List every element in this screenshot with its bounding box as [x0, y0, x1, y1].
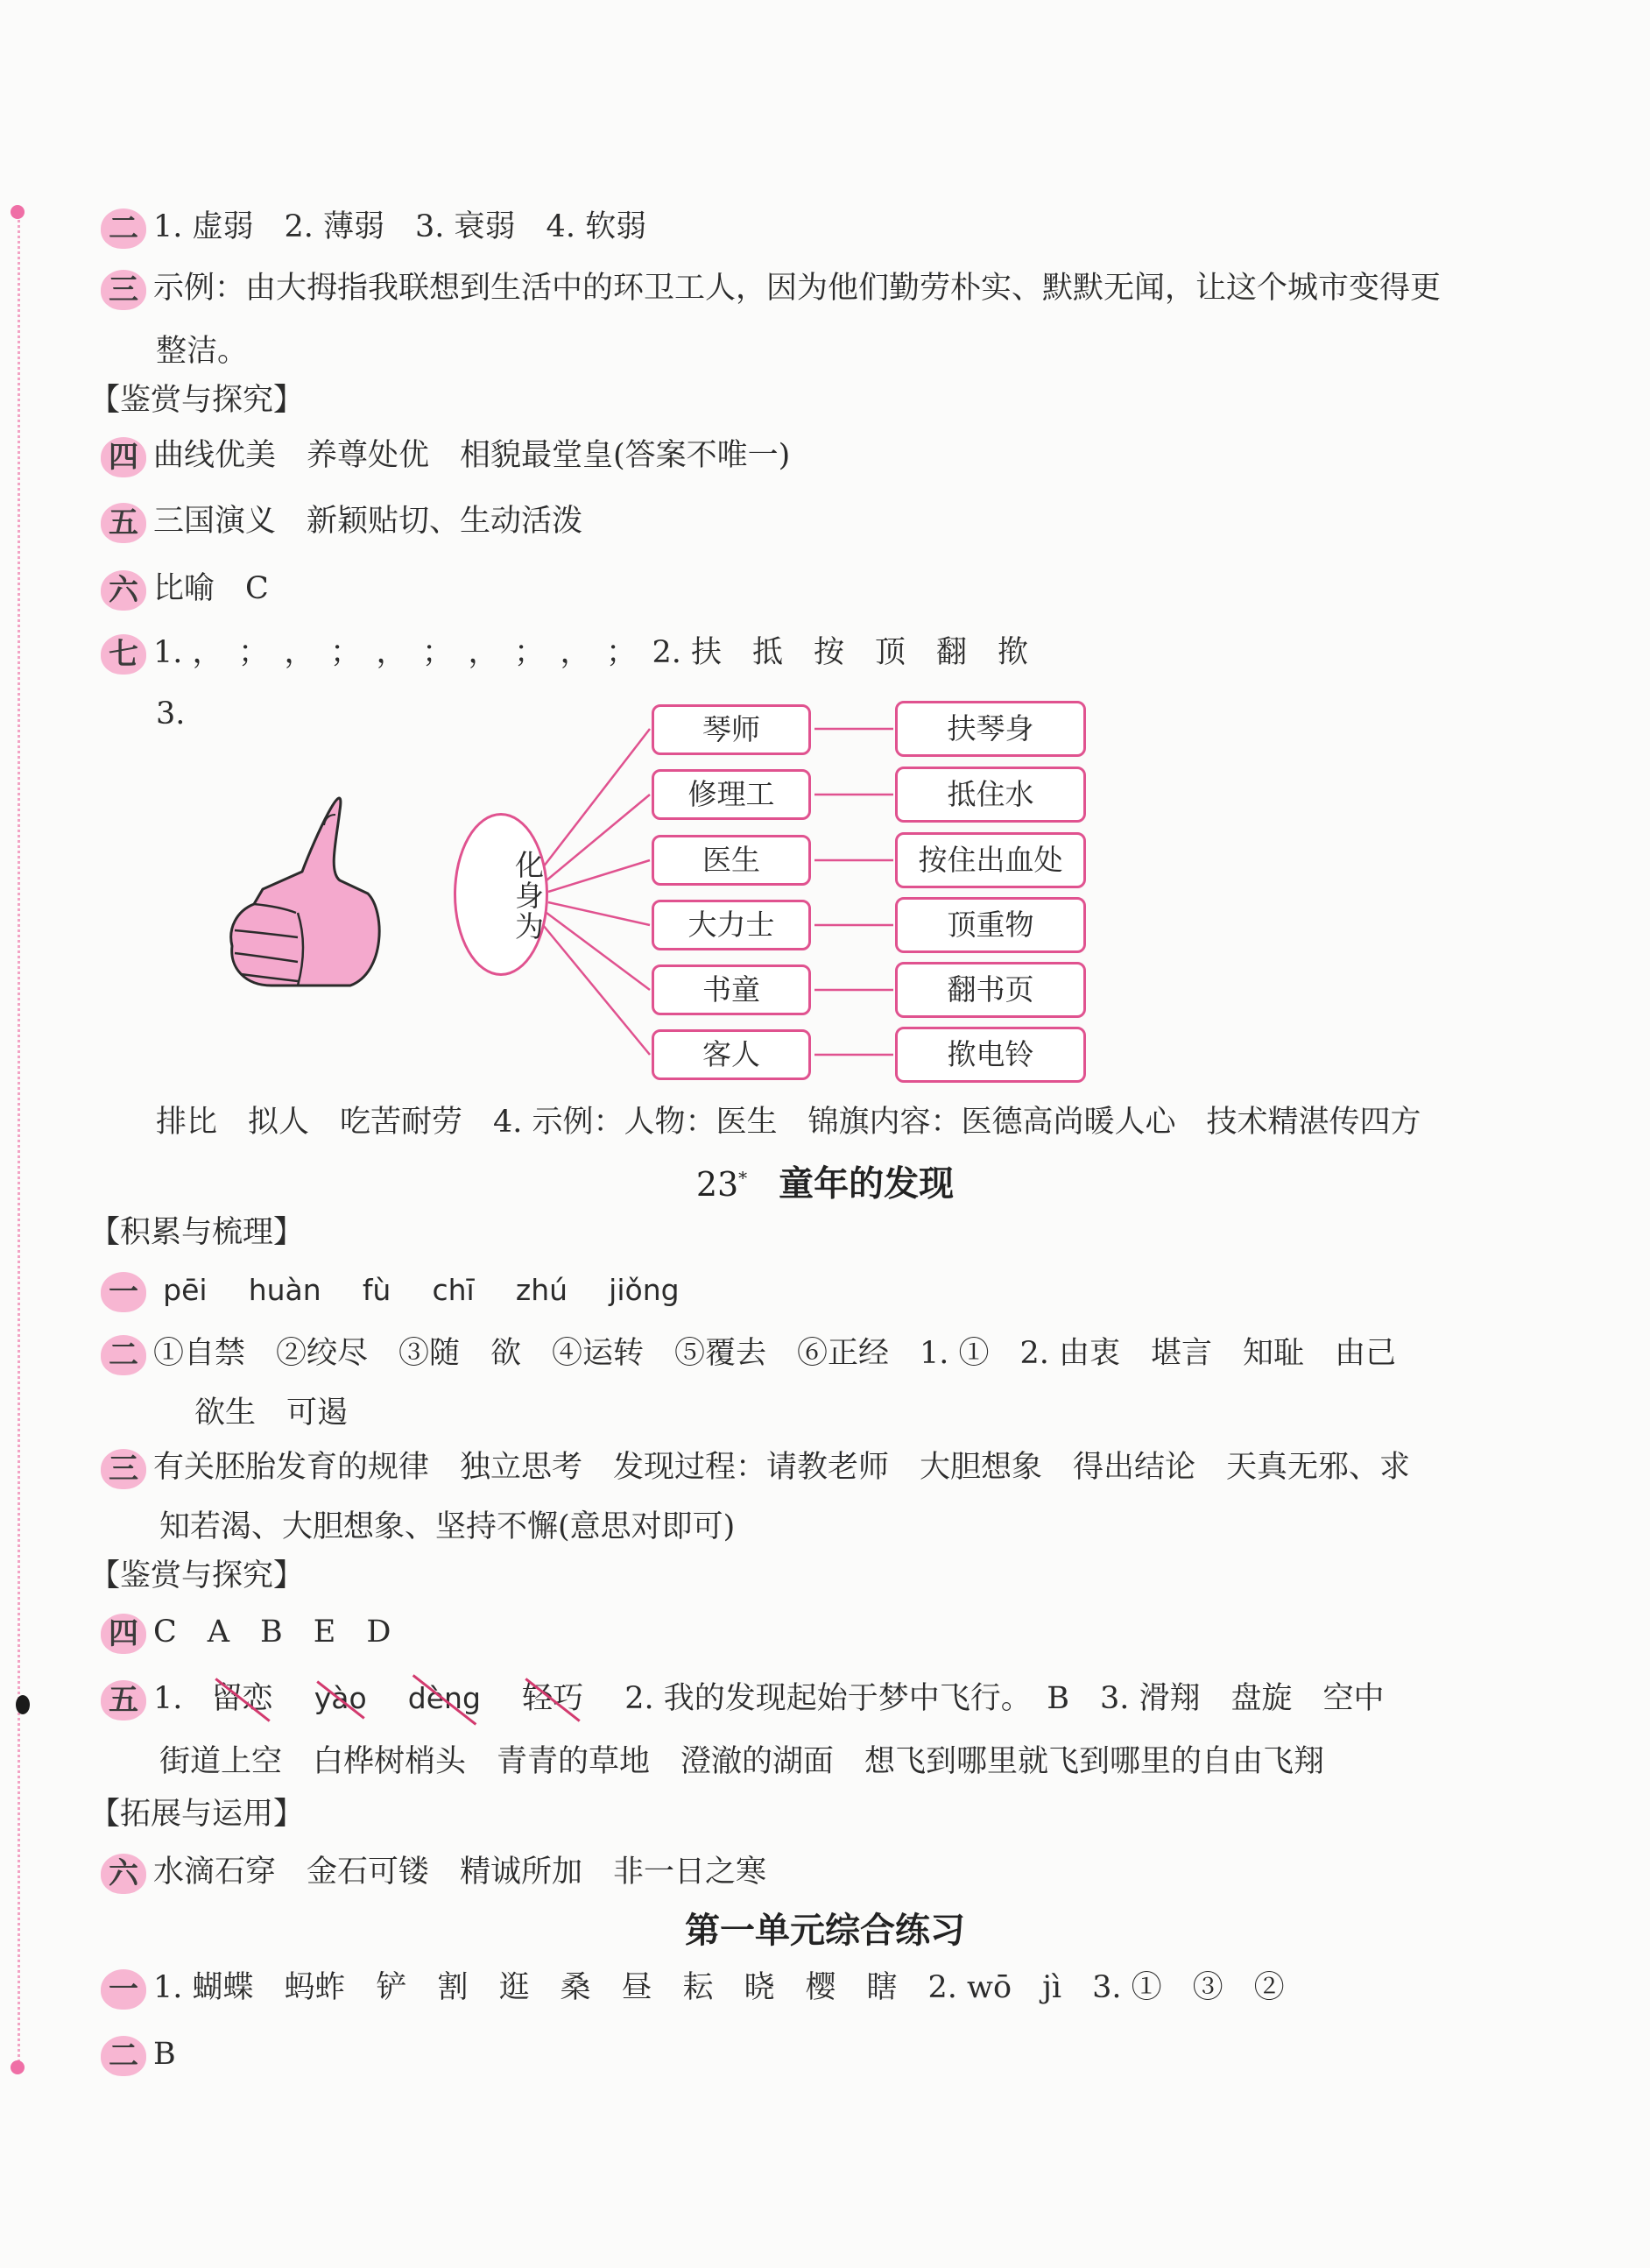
pinyin-item: pēi — [163, 1273, 208, 1307]
mapping-diagram — [0, 683, 1650, 1095]
question-number-badge: 一 — [101, 1272, 146, 1312]
answer-line-2 — [101, 207, 1567, 249]
question-number-badge: 六 — [101, 570, 146, 611]
section-heading: 【拓展与运用】 — [89, 1797, 305, 1832]
answer-line-s2-5: 五 1. 留恋 yào dèng 轻巧 2. 我的发现起始于梦中飞行。 B 3. 滑翔 盘旋 空中 — [101, 1678, 1567, 1720]
answer-text: 2. 我的发现起始于梦中飞行。 B 3. 滑翔 盘旋 空中 — [624, 1681, 1385, 1716]
answer-line-s2-6 — [101, 1852, 1567, 1894]
left-node: 修理工 — [652, 769, 811, 820]
question-number-badge: 六 — [101, 1854, 146, 1894]
right-node: 按住出血处 — [895, 832, 1086, 888]
lesson-title-text: 童年的发现 — [779, 1163, 955, 1205]
answer-text: 1. 虚弱 2. 薄弱 3. 衰弱 4. 软弱 — [153, 209, 647, 244]
answer-text: ①自禁 ②绞尽 ③随 欲 ④运转 ⑤覆去 ⑥正经 1. ① 2. 由衷 堪言 知耻 由己 — [153, 1336, 1397, 1371]
answer-text: 比喻 C — [153, 571, 269, 606]
right-node: 顶重物 — [895, 897, 1086, 953]
answer-line-3-cont: 整洁。 — [156, 334, 249, 369]
pinyin-item: fù — [362, 1273, 391, 1307]
answer-line-4 — [101, 435, 1567, 477]
left-node: 琴师 — [652, 704, 811, 755]
answer-line-s2-4 — [101, 1612, 1567, 1654]
left-node: 客人 — [652, 1029, 811, 1080]
left-node: 书童 — [652, 964, 811, 1015]
lesson-number: 23* — [695, 1164, 748, 1204]
diagram-connectors — [0, 683, 1650, 1095]
section-heading: 【鉴赏与探究】 — [89, 1558, 305, 1593]
margin-dot-top — [11, 205, 25, 219]
answer-text: C A B E D — [153, 1614, 391, 1650]
left-node: 大力士 — [652, 900, 811, 950]
struck-word: 留恋 — [212, 1678, 273, 1719]
answer-text: 曲线优美 养尊处优 相貌最堂皇(答案不唯一) — [153, 438, 791, 473]
answer-line-s2-5-cont: 街道上空 白桦树梢头 青青的草地 澄澈的湖面 想飞到哪里就飞到哪里的自由飞翔 — [159, 1744, 1325, 1779]
answer-text: 水滴石穿 金石可镂 精诚所加 非一日之寒 — [153, 1855, 767, 1890]
answer-text: 三国演义 新颖贴切、生动活泼 — [153, 504, 583, 539]
struck-word: 轻巧 — [522, 1678, 583, 1719]
answer-text: 有关胚胎发育的规律 独立思考 发现过程：请教老师 大胆想象 得出结论 天真无邪、求 — [153, 1450, 1411, 1485]
answer-line-s2-3-cont: 知若渴、大胆想象、坚持不懈(意思对即可) — [159, 1509, 736, 1544]
answer-line-7-sub: 3. — [156, 696, 186, 731]
question-number-badge: 四 — [101, 437, 146, 477]
right-node: 揿电铃 — [895, 1027, 1086, 1083]
answer-line-u-1 — [101, 1968, 1567, 2010]
center-label: 化身为 — [511, 849, 545, 942]
question-number-badge: 五 — [101, 1680, 146, 1720]
answer-line-3 — [101, 268, 1567, 310]
unit-title: 第一单元综合练习 — [685, 1911, 965, 1951]
question-number-badge: 四 — [101, 1614, 146, 1654]
question-number-badge: 三 — [101, 1449, 146, 1489]
left-node: 医生 — [652, 835, 811, 886]
margin-dot-bottom — [11, 2060, 25, 2074]
pinyin-item: jiǒng — [609, 1273, 680, 1307]
answer-text: 1. 蝴蝶 蚂蚱 铲 割 逛 桑 昼 耘 晓 樱 瞎 2. wō jì 3. ① ③ ② — [153, 1970, 1285, 2005]
right-node: 翻书页 — [895, 962, 1086, 1018]
question-number-badge: 二 — [101, 2036, 146, 2076]
pinyin-item: chī — [432, 1273, 475, 1307]
struck-word: yào — [314, 1678, 367, 1719]
section-heading: 【积累与梳理】 — [89, 1215, 305, 1250]
answer-line-s2-1 — [101, 1270, 1567, 1312]
answer-text: 1. ， ； ， ； ， ； ， ； ， ； 2. 扶 抵 按 顶 翻 揿 — [153, 635, 1029, 670]
answer-line-s2-2 — [101, 1333, 1567, 1375]
pinyin-item: huàn — [248, 1273, 321, 1307]
margin-dotted-line — [18, 210, 20, 2072]
answer-line-after-diagram: 排比 拟人 吃苦耐劳 4. 示例：人物：医生 锦旗内容：医德高尚暖人心 技术精湛传四方 — [156, 1105, 1421, 1140]
question-number-badge: 一 — [101, 1969, 146, 2010]
ink-blot — [16, 1695, 30, 1714]
lesson-title — [0, 1153, 1650, 1209]
question-number-badge: 五 — [101, 503, 146, 543]
question-number-badge: 二 — [101, 208, 146, 249]
answer-text: B — [153, 2037, 176, 2072]
answer-line-5 — [101, 501, 1567, 543]
answer-line-s2-2-cont: 欲生 可遏 — [194, 1395, 349, 1431]
right-node: 扶琴身 — [895, 701, 1086, 757]
answer-line-u-2 — [101, 2034, 1567, 2076]
thumbs-up-icon — [231, 798, 379, 986]
answer-line-6 — [101, 569, 1567, 611]
struck-word: dèng — [408, 1678, 481, 1719]
answer-text: 示例：由大拇指我联想到生活中的环卫工人，因为他们勤劳朴实、默默无闻，让这个城市变得更 — [153, 271, 1442, 306]
center-ellipse — [454, 813, 548, 976]
answer-line-s2-3 — [101, 1447, 1567, 1489]
right-node: 抵住水 — [895, 767, 1086, 823]
pinyin-item: zhú — [515, 1273, 568, 1307]
answer-line-7 — [101, 632, 1567, 675]
question-number-badge: 三 — [101, 270, 146, 310]
question-number-badge: 七 — [101, 634, 146, 675]
question-number-badge: 二 — [101, 1335, 146, 1375]
section-heading: 【鉴赏与探究】 — [89, 383, 305, 418]
